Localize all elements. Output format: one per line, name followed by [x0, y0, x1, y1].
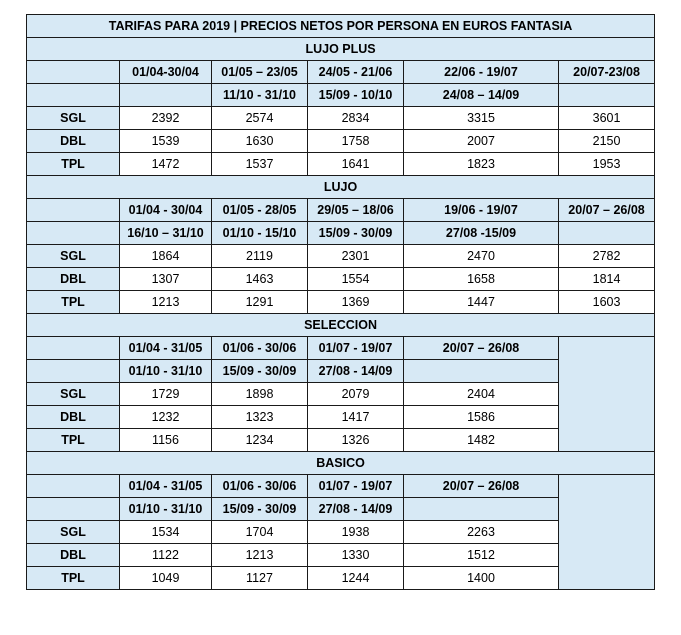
price-cell: 2150	[559, 130, 655, 153]
table-row	[27, 291, 655, 314]
section-header-row	[27, 38, 655, 61]
price-cell: 1537	[212, 153, 308, 176]
room-type-label: TPL	[27, 429, 120, 452]
period-cell: 27/08 -15/09	[404, 222, 559, 245]
price-cell: 1539	[120, 130, 212, 153]
price-cell: 1369	[308, 291, 404, 314]
price-cell: 1534	[120, 521, 212, 544]
price-cell: 1234	[212, 429, 308, 452]
price-cell: 1156	[120, 429, 212, 452]
price-cell: 2392	[120, 107, 212, 130]
price-cell: 1400	[404, 567, 559, 590]
period-cell: 15/09 - 10/10	[308, 84, 404, 107]
room-type-label: DBL	[27, 130, 120, 153]
price-cell: 2119	[212, 245, 308, 268]
period-cell: 20/07 – 26/08	[404, 337, 559, 360]
price-cell: 2404	[404, 383, 559, 406]
period-row	[27, 475, 655, 498]
blank-cell	[27, 61, 120, 84]
price-cell: 2470	[404, 245, 559, 268]
room-type-label: SGL	[27, 383, 120, 406]
price-cell: 2301	[308, 245, 404, 268]
period-cell	[120, 84, 212, 107]
price-cell: 1704	[212, 521, 308, 544]
period-cell: 27/08 - 14/09	[308, 498, 404, 521]
price-cell: 2574	[212, 107, 308, 130]
table-title: TARIFAS PARA 2019 | PRECIOS NETOS POR PERSONA EN EUROS FANTASIA	[27, 15, 655, 38]
room-type-label: DBL	[27, 268, 120, 291]
table-row	[27, 153, 655, 176]
price-cell: 1447	[404, 291, 559, 314]
period-cell: 11/10 - 31/10	[212, 84, 308, 107]
room-type-label: SGL	[27, 521, 120, 544]
price-cell: 1127	[212, 567, 308, 590]
period-cell: 20/07 – 26/08	[559, 199, 655, 222]
price-cell: 1323	[212, 406, 308, 429]
period-cell: 01/04 - 31/05	[120, 337, 212, 360]
price-cell: 2834	[308, 107, 404, 130]
price-cell: 1326	[308, 429, 404, 452]
period-cell: 24/05 - 21/06	[308, 61, 404, 84]
period-cell: 16/10 – 31/10	[120, 222, 212, 245]
empty-side-cell	[559, 337, 655, 452]
blank-cell	[27, 337, 120, 360]
room-type-label: TPL	[27, 291, 120, 314]
price-cell: 1417	[308, 406, 404, 429]
period-row	[27, 84, 655, 107]
price-cell: 1463	[212, 268, 308, 291]
blank-cell	[27, 360, 120, 383]
price-cell: 1244	[308, 567, 404, 590]
price-cell: 1814	[559, 268, 655, 291]
period-cell: 20/07-23/08	[559, 61, 655, 84]
rates-body	[27, 15, 655, 590]
section-title-lujo-plus: LUJO PLUS	[27, 38, 655, 61]
period-cell: 01/06 - 30/06	[212, 475, 308, 498]
price-cell: 2079	[308, 383, 404, 406]
empty-side-cell	[559, 475, 655, 590]
price-cell: 1049	[120, 567, 212, 590]
period-cell: 22/06 - 19/07	[404, 61, 559, 84]
room-type-label: TPL	[27, 153, 120, 176]
price-cell: 1307	[120, 268, 212, 291]
price-cell: 1512	[404, 544, 559, 567]
section-header-row	[27, 176, 655, 199]
price-cell: 1758	[308, 130, 404, 153]
period-cell: 01/04 - 30/04	[120, 199, 212, 222]
price-cell: 1213	[212, 544, 308, 567]
price-cell: 1330	[308, 544, 404, 567]
title-row	[27, 15, 655, 38]
period-cell	[559, 222, 655, 245]
price-cell: 1586	[404, 406, 559, 429]
period-cell: 01/05 - 28/05	[212, 199, 308, 222]
blank-cell	[27, 199, 120, 222]
period-cell: 01/10 - 31/10	[120, 498, 212, 521]
price-cell: 2263	[404, 521, 559, 544]
table-row	[27, 268, 655, 291]
price-cell: 1232	[120, 406, 212, 429]
period-cell: 15/09 - 30/09	[308, 222, 404, 245]
price-cell: 2782	[559, 245, 655, 268]
period-cell: 29/05 – 18/06	[308, 199, 404, 222]
period-cell: 01/10 - 31/10	[120, 360, 212, 383]
price-cell: 1658	[404, 268, 559, 291]
period-row	[27, 222, 655, 245]
price-cell: 2007	[404, 130, 559, 153]
period-cell: 01/04-30/04	[120, 61, 212, 84]
price-cell: 1472	[120, 153, 212, 176]
period-cell	[404, 498, 559, 521]
period-cell: 20/07 – 26/08	[404, 475, 559, 498]
price-cell: 1482	[404, 429, 559, 452]
blank-cell	[27, 498, 120, 521]
period-cell	[404, 360, 559, 383]
period-cell	[559, 84, 655, 107]
table-row	[27, 130, 655, 153]
period-cell: 15/09 - 30/09	[212, 498, 308, 521]
period-cell: 01/07 - 19/07	[308, 337, 404, 360]
period-cell: 01/10 - 15/10	[212, 222, 308, 245]
price-cell: 1213	[120, 291, 212, 314]
section-title-basico: BASICO	[27, 452, 655, 475]
price-cell: 1554	[308, 268, 404, 291]
price-cell: 1898	[212, 383, 308, 406]
room-type-label: SGL	[27, 245, 120, 268]
blank-cell	[27, 84, 120, 107]
period-cell: 01/04 - 31/05	[120, 475, 212, 498]
price-cell: 1603	[559, 291, 655, 314]
period-cell: 01/07 - 19/07	[308, 475, 404, 498]
price-cell: 1938	[308, 521, 404, 544]
period-cell: 01/05 – 23/05	[212, 61, 308, 84]
period-cell: 15/09 - 30/09	[212, 360, 308, 383]
price-cell: 1864	[120, 245, 212, 268]
price-cell: 3601	[559, 107, 655, 130]
price-cell: 1729	[120, 383, 212, 406]
room-type-label: DBL	[27, 544, 120, 567]
price-cell: 1291	[212, 291, 308, 314]
price-cell: 1122	[120, 544, 212, 567]
period-row	[27, 337, 655, 360]
price-cell: 3315	[404, 107, 559, 130]
period-cell: 27/08 - 14/09	[308, 360, 404, 383]
period-row	[27, 199, 655, 222]
period-cell: 01/06 - 30/06	[212, 337, 308, 360]
rates-table	[26, 14, 655, 590]
room-type-label: DBL	[27, 406, 120, 429]
period-row	[27, 61, 655, 84]
section-title-lujo: LUJO	[27, 176, 655, 199]
section-title-seleccion: SELECCION	[27, 314, 655, 337]
period-cell: 24/08 – 14/09	[404, 84, 559, 107]
blank-cell	[27, 475, 120, 498]
section-header-row	[27, 452, 655, 475]
blank-cell	[27, 222, 120, 245]
table-row	[27, 107, 655, 130]
room-type-label: TPL	[27, 567, 120, 590]
section-header-row	[27, 314, 655, 337]
table-row	[27, 245, 655, 268]
price-cell: 1953	[559, 153, 655, 176]
room-type-label: SGL	[27, 107, 120, 130]
price-cell: 1823	[404, 153, 559, 176]
price-cell: 1630	[212, 130, 308, 153]
price-cell: 1641	[308, 153, 404, 176]
period-cell: 19/06 - 19/07	[404, 199, 559, 222]
